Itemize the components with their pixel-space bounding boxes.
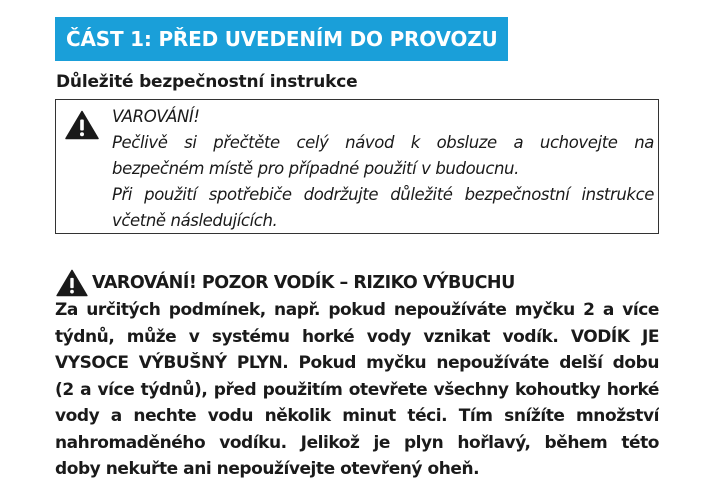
hydrogen-alert-title: VAROVÁNÍ! POZOR VODÍK – RIZIKO VÝBUCHU bbox=[92, 273, 515, 293]
alert-line: doby nekuřte ani nepoužívejte otevřený oheň. bbox=[55, 459, 480, 479]
alert-line: Za určitých podmínek, např. pokud nepoužíváte myčku 2 a více bbox=[55, 300, 659, 320]
warning-triangle-icon bbox=[55, 269, 89, 297]
safety-instructions-heading: Důležité bezpečnostní instrukce bbox=[56, 72, 358, 92]
warning-line: bezpečném místě pro případné použití v budoucnu. bbox=[112, 159, 519, 178]
alert-line: (2 a více týdnů), před použitím otevřete všechny kohoutky horké bbox=[55, 379, 659, 400]
warning-label: VAROVÁNÍ! bbox=[112, 107, 200, 126]
warning-line: Při použití spotřebiče dodržujte důležité bezpečnostní instrukce bbox=[112, 185, 654, 204]
alert-line: vody a nechte vodu několik minut téci. Tím snížíte množství bbox=[55, 406, 659, 426]
hydrogen-alert-heading bbox=[55, 270, 515, 296]
warning-line: Pečlivě si přečtěte celý návod k obsluze a uchovejte na bbox=[112, 133, 654, 152]
warning-line: včetně následujících. bbox=[112, 211, 278, 230]
warning-box bbox=[55, 99, 659, 234]
warning-triangle-icon bbox=[65, 110, 99, 140]
warning-text bbox=[112, 104, 654, 234]
alert-line: týdnů, může v systému horké vody vznikat vodík. VODÍK JE bbox=[55, 326, 659, 347]
hydrogen-alert-body bbox=[55, 297, 659, 483]
section-title: ČÁST 1: PŘED UVEDENÍM DO PROVOZU bbox=[55, 17, 508, 61]
alert-line: VYSOCE VÝBUŠNÝ PLYN. Pokud myčku nepoužíváte delší dobu bbox=[55, 353, 659, 373]
alert-line: nahromaděného vodíku. Jelikož je plyn hořlavý, během této bbox=[55, 432, 659, 453]
